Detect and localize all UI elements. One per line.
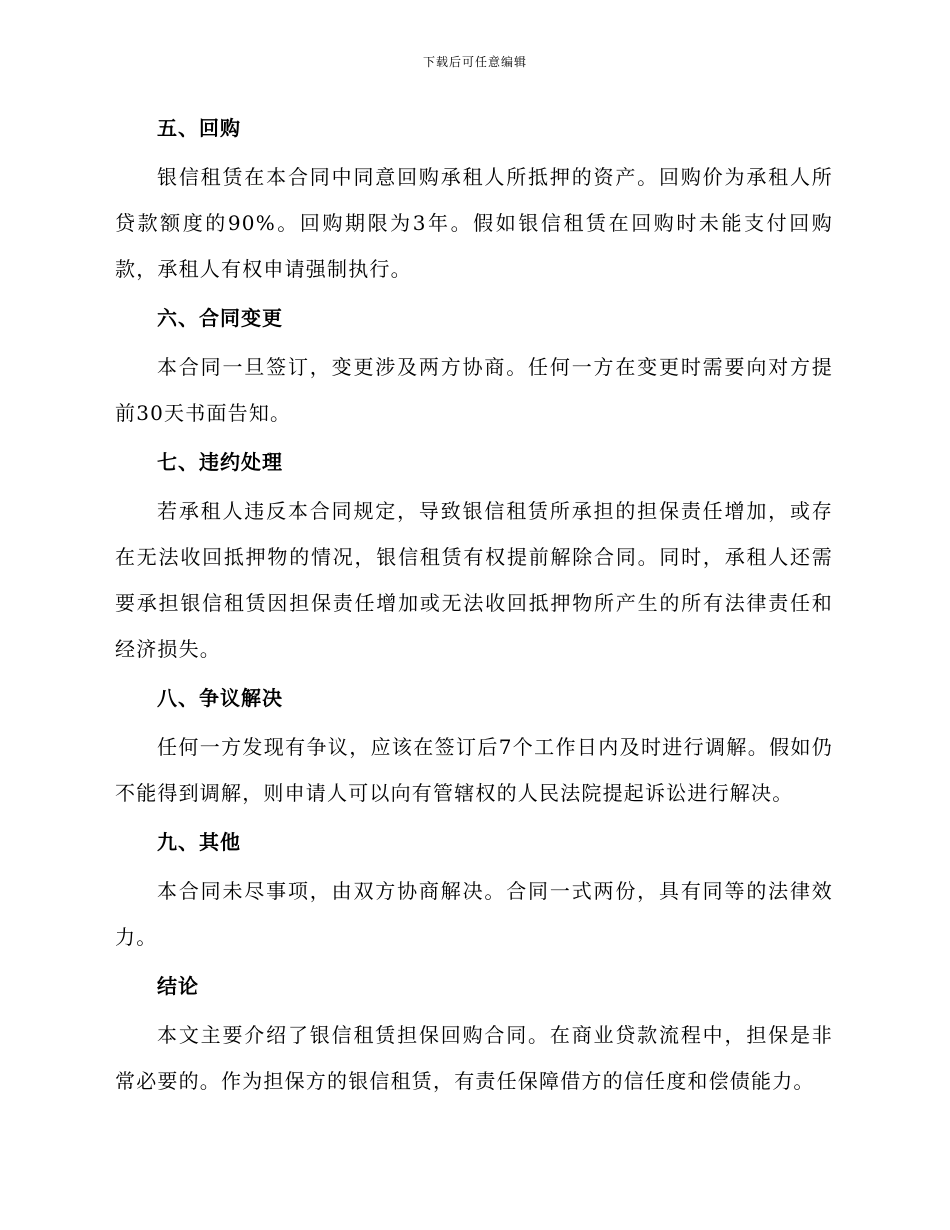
document-body [115, 108, 833, 1110]
section-contract-change [115, 298, 833, 436]
section-heading: 结论 [157, 974, 199, 998]
page-header: 下载后可任意编辑 [422, 55, 527, 69]
section-paragraph: 本文主要介绍了银信租赁担保回购合同。在商业贷款流程中，担保是非常必要的。作为担保方的银信租赁，有责任保障借方的信任度和偿债能力。 [115, 1023, 833, 1093]
section-heading: 六、合同变更 [157, 306, 283, 330]
section-paragraph: 若承租人违反本合同规定，导致银信租赁所承担的担保责任增加，或存在无法收回抵押物的情况，银信租赁有权提前解除合同。同时，承租人还需要承担银信租赁因担保责任增加或无法收回抵押物所产生的所有法律责任和经济损失。 [115, 499, 833, 661]
section-dispute [115, 678, 833, 816]
section-paragraph: 本合同未尽事项，由双方协商解决。合同一式两份，具有同等的法律效力。 [115, 879, 833, 949]
section-heading: 八、争议解决 [157, 686, 283, 710]
section-conclusion [115, 966, 833, 1104]
section-other [115, 822, 833, 960]
section-heading: 九、其他 [157, 830, 241, 854]
section-heading: 七、违约处理 [157, 450, 283, 474]
section-repurchase [115, 108, 833, 292]
section-breach [115, 442, 833, 672]
section-heading: 五、回购 [157, 116, 241, 140]
section-paragraph: 银信租赁在本合同中同意回购承租人所抵押的资产。回购价为承租人所贷款额度的90%。回购期限为3年。假如银信租赁在回购时未能支付回购款，承租人有权申请强制执行。 [115, 165, 833, 281]
section-paragraph: 本合同一旦签订，变更涉及两方协商。任何一方在变更时需要向对方提前30天书面告知。 [115, 355, 833, 425]
section-paragraph: 任何一方发现有争议，应该在签订后7个工作日内及时进行调解。假如仍不能得到调解，则申请人可以向有管辖权的人民法院提起诉讼进行解决。 [115, 735, 833, 805]
